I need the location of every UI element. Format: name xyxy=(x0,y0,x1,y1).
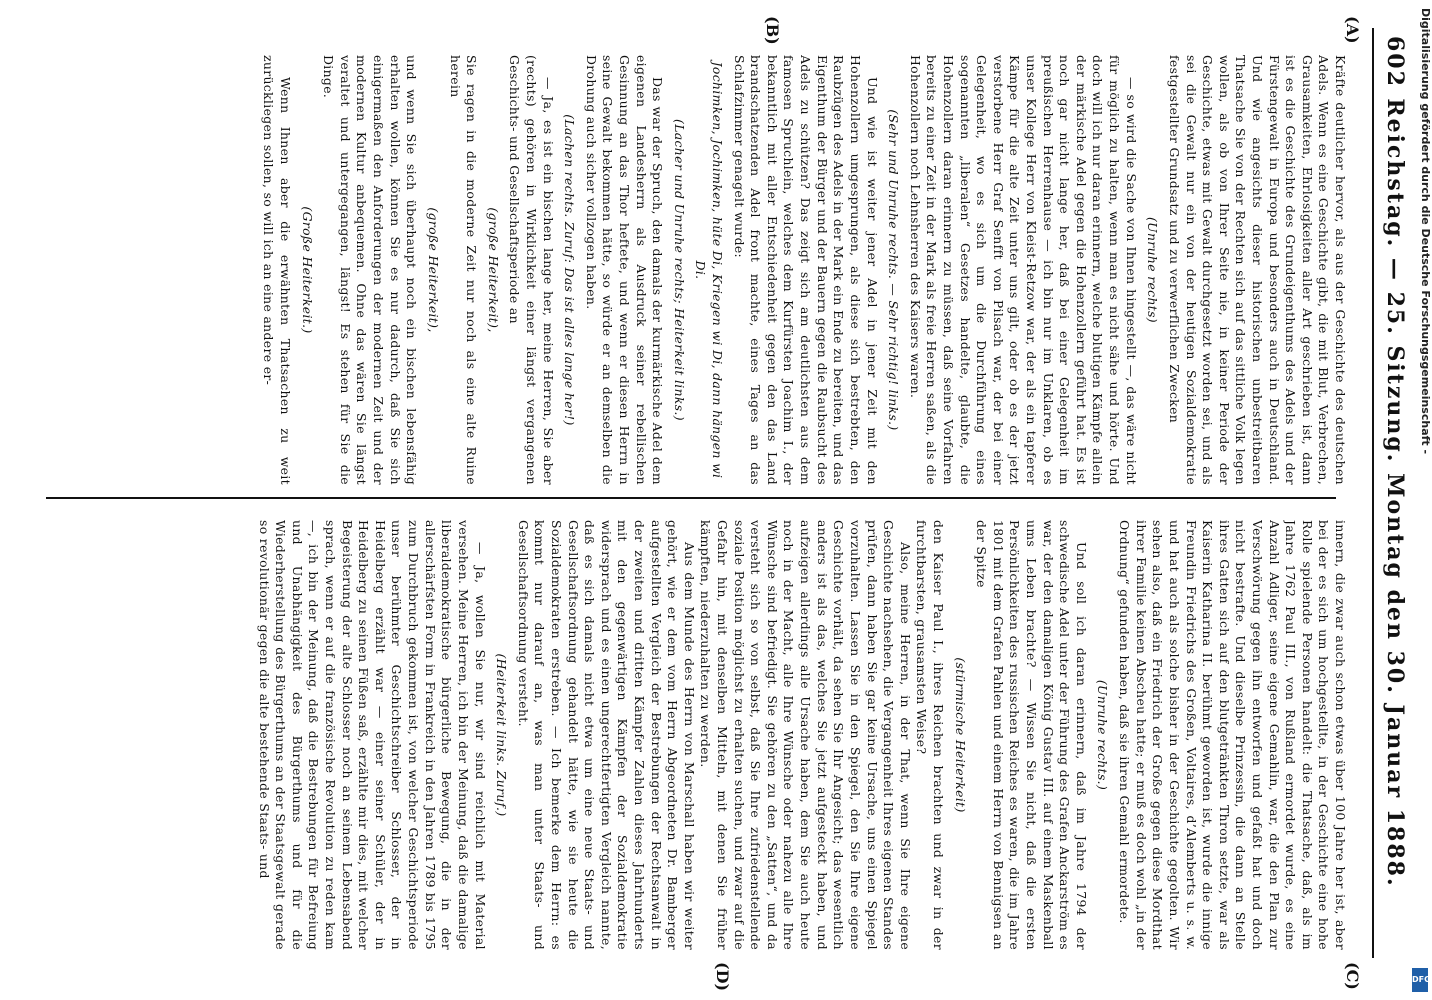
stage-direction: (Unruhe rechts) xyxy=(1145,216,1161,323)
paragraph: innern, die zwar auch schon etwas über 100 Jahre her ist, aber bei der es sich um hochgestellte, in der Geschichte eine hohe Rolle spielende Personen handelt: die Thatsache, daß, als im Jahre 1762 Paul III., von Rußland ermordet wurde, es eine Anzahl Adliger, seine eigene Gemahlin, war, die den Plan zur Verschwörung gegen ihn entworfen und gefaßt hat und doch nicht bestrafte. Und dieselbe Prinzessin, die dann an Stelle ihres Gatten sich auf den blutgetränkten Thron setzte, war als Kaiserin Katharina II. berühmt geworden ist, wurde die innige Freundin Friedrichs des Großen, Voltaires, d’Alemberts u. s. w. und hat auch als solche bisher in der Geschichte gegolten. Wir sehen also, daß ein Friedrich der Große gegen diese Mordthat ihrer Familie keinen Abscheu hatte; er muß es doch wohl „in der Ordnung“ gefunden haben, daß sie ihren Gemahl ermordete. xyxy=(1117,520,1348,950)
margin-marker-d: (D) xyxy=(713,962,732,992)
digitization-credit xyxy=(1408,0,1432,1000)
paragraph: Aus dem Munde des Herrn von Marschall haben wir weiter gehört, wie er dem vom Herrn Abgeordneten Dr. Bamberger aufgestellten Vergleich der Bestrebungen der Rechtsanwalt in der zweiten und dritten Kämpfer Zahlen dieses Jahrhunderts mit den gegenwärtigen Kämpfen der Sozialdemokratie widersprach und es einen ungerechtfertigten Vergleich nannte, daß es sich damals nicht etwa um eine neue Staats- und Gesellschaftsordnung gehandelt hätte, wie sie heute die Sozialdemokraten erstreben. — Ich bemerke dem Herrn: es kommt nur darauf an, was man unter Staats- und Gesellschaftsordnung versteht. xyxy=(515,520,697,950)
stage-direction: (große Heiterkeit), xyxy=(425,207,441,333)
stage-direction: Jochimken, Jochimken, hüte Di, Kriegen wi Di, dann hängen wi Di. xyxy=(693,61,726,479)
paragraph: Sie ragen in die moderne Zeit nur noch als eine alte Ruine herein xyxy=(447,55,480,485)
stage-direction: (große Heiterkeit), xyxy=(485,207,501,333)
paragraph: — Ja, wollen Sie nur, wir sind reichlich mit Material versehen. Meine Herren, ich bin der Meinung, daß die damalige liberaldemokratische bürgerliche Bewegung, die in der allerschärfsten Form in Frankreich in den Jahren 1789 bis 1795 zum Durchbruch gekommen ist, von welcher Geschichtsperiode unser berühmter Geschichtschreiber Schlosser, der in Heidelberg erzählt war — einer seiner Schüler, der in Heidelberg zu seinen Füßen saß, erzählte mir dies, mit welcher Begeisterung der alte Schlosser noch an seinem Lebensabend sprach, wenn er auf die französische Revolution zu reden kam —, ich bin der Meinung, daß die Bestrebungen für Befreiung und Unabhängigkeit des Bürgerthums und für die Wiederherstellung des Bürgerthums an der Staatsgewalt gerade so revolutionär gegen die alte bestehende Staats- und xyxy=(256,520,488,950)
dfg-logo-icon: DFG xyxy=(1412,968,1428,992)
paragraph: — Ja, es ist ein bischen lange her, meine Herren, Sie aber (rechts) gehören in Wirklichkeit einer längst vergangenen Geschichts- und Gesellschaftsperiode an xyxy=(507,55,556,485)
page-number: 602 xyxy=(1382,36,1408,88)
paragraph: Wenn Ihnen aber die erwähnten Thatsachen zu weit zurückliegen sollen, so will ich an eine andere er- xyxy=(261,55,294,485)
column-divider xyxy=(46,497,1336,499)
margin-marker-c: (C) xyxy=(1343,962,1362,990)
paragraph: den Kaiser Paul I., ihres Reichen brachten und zwar in der furchtbarsten, grausamsten Weise? xyxy=(914,520,946,950)
margin-marker-a: (A) xyxy=(1343,16,1362,44)
margin-marker-b: (B) xyxy=(763,16,782,45)
stage-direction: (Sehr und Unruhe rechts. — Sehr richtig! links.) xyxy=(886,109,902,431)
credit-text: Digitalisierung gefördert durch die Deutsche Forschungsgemeinschaft - xyxy=(1419,8,1432,455)
running-title: Reichstag. — 25. Sitzung. Montag den 30. Januar 1888. xyxy=(1382,98,1408,888)
stage-direction: (Unruhe rechts.) xyxy=(1095,679,1111,791)
paragraph: Also, meine Herren, in der That, wenn Sie Ihre eigene Geschichte nachsehen, die Vergangenheit Ihres eigenen Standes prüfen, dann haben Sie gar keine Ursache, uns einen Spiegel vorzuhalten. Lassen Sie in den Spiegel, den Sie Ihre eigene Geschichte vorhält, da sehen Sie Ihr Angesicht; das wesentlich anders ist als das, welches Sie jetzt aufgesteckt haben, und aufzeigen allerdings alle Ursache haben, dem Sie auch heute noch in der Macht, alle Ihre Wünsche oder nahezu alle Ihre Wünsche sind befriedigt. Sie gehören zu den „Satten“, und da versteht sich so von selbst, daß Sie Ihre zufriedenstellende soziale Position möglichst zu erhalten suchen, und zwar auf die Gefahr hin, mit denselben Mitteln, mit denen Sie früher kämpften, niederzuhalten zu werden. xyxy=(698,520,913,950)
paragraph: und wenn Sie sich überhaupt noch ein bischen lebensfähig erhalten wollen, können Sie es nur dadurch, daß Sie sich einigermaßen den Anforderungen der modernen Zeit und der modernen Kultur anbequemen. Ohne das wären Sie längst veraltet und untergegangen, längst! Es stehen für Sie die Dinge. xyxy=(321,55,420,485)
stage-direction: (Lacher und Unruhe rechts; Heiterkeit links.) xyxy=(671,119,687,421)
stage-direction: (Lachen rechts. Zuruf: Das ist alles lange her!) xyxy=(562,114,578,426)
paragraph: — so wird die Sache von Ihnen hingestellt —, das wäre nicht für möglich zu halten, wenn man es nicht sähe und hörte. Und doch will ich nur daran erinnern, welche blutigen Kämpfe allein der märkische Adel gegen die Hohenzollern geführt hat. Es ist noch gar nicht lange her, daß bei einer Gelegenheit im preußischen Herrenhause — ich bin nur im Unklaren, ob es unser Kollege Herr von Kleist-Retzow war, der als ein tapferer Kämpe für die alte Zeit unter uns gilt, oder ob es der jetzt verstorbene Herr Graf Senfft von Pilsach war, der bei einer Gelegenheit, wo es sich um die Durchführung eines sogenannten „liberalen“ Gesetzes handelte, glaubte, die Hohenzollern daran erinnern zu müssen, daß seine Vorfahren bereits zu einer Zeit in der Mark als freie Herren saßen, als die Hohenzollern noch Lehnsherren des Kaisers waren. xyxy=(907,55,1139,485)
paragraph: Und wie ist weiter jener Adel in jener Zeit mit den Hohenzollern umgesprungen, als diese sich bestrebten, den Raubzügen des Adels in der Mark ein Ende zu bereiten, und das Eigenthum der Bürger und der Bauern gegen die Raubsucht des Adels zu schützen? Das zeigt sich am deutlichsten aus dem famosen Spruchlein, welches dem Kurfürsten Joachim I., der bekanntlich mit aller Entschiedenheit gegen den das Land brandschatzenden Adel front machte, eines Tages an das Schlafzimmer genagelt wurde: xyxy=(731,55,880,485)
left-column xyxy=(48,55,1348,485)
paragraph: Das war der Spruch, den damals der kurmärkische Adel dem eigenen Landesherrn als Ausdruck seiner rebellischen Gesinnung an das Thor heftete, und wenn er diesen Herrn in seine Gewalt bekommen hätte, so würde er an demselben die Drohung auch sicher vollzogen haben. xyxy=(583,55,666,485)
stage-direction: (Heiterkeit links. Zuruf.) xyxy=(494,653,510,817)
paragraph: Kräfte deutlicher hervor, als aus der Geschichte des deutschen Adels. Wenn es eine Geschichte gibt, die mit Blut, Verbrechen, Grausamkeiten, Ehrlosigkeiten aller Art geschrieben ist, dann ist es die Geschichte des Grundeigenthums des Adels und der Fürstengewalt in Europa und besonders auch in Deutschland. Und wie angesichts dieser historischen unbestreitbaren Thatsache Sie von der Rechten sich auf das sittliche Volk legen wollen, als ob von Ihrer Seite nie, in keiner Periode der Geschichte, etwas mit Gewalt durchgesetzt worden sei, und als sei die Gewalt nur ein von der heutigen Sozialdemokratie festgestellter Grundsatz und zu verwerflichen Zwecken xyxy=(1166,55,1348,485)
paragraph: Und soll ich daran erinnern, daß im Jahre 1794 der schwedische Adel unter der Führung des Grafen Anckarström es war, der den damaligen König Gustav III. auf einem Maskenball ums Leben brachte? — Wissen Sie nicht, daß die ersten Persönlichkeiten des russischen Reiches es waren, die im Jahre 1801 mit dem Grafen Pahlen und einem Herrn von Bennigsen an der Spitze xyxy=(974,520,1089,950)
stage-direction: (Große Heiterkeit.) xyxy=(299,206,315,334)
stage-direction: (stürmische Heiterkeit) xyxy=(952,657,968,813)
right-column xyxy=(48,520,1348,950)
